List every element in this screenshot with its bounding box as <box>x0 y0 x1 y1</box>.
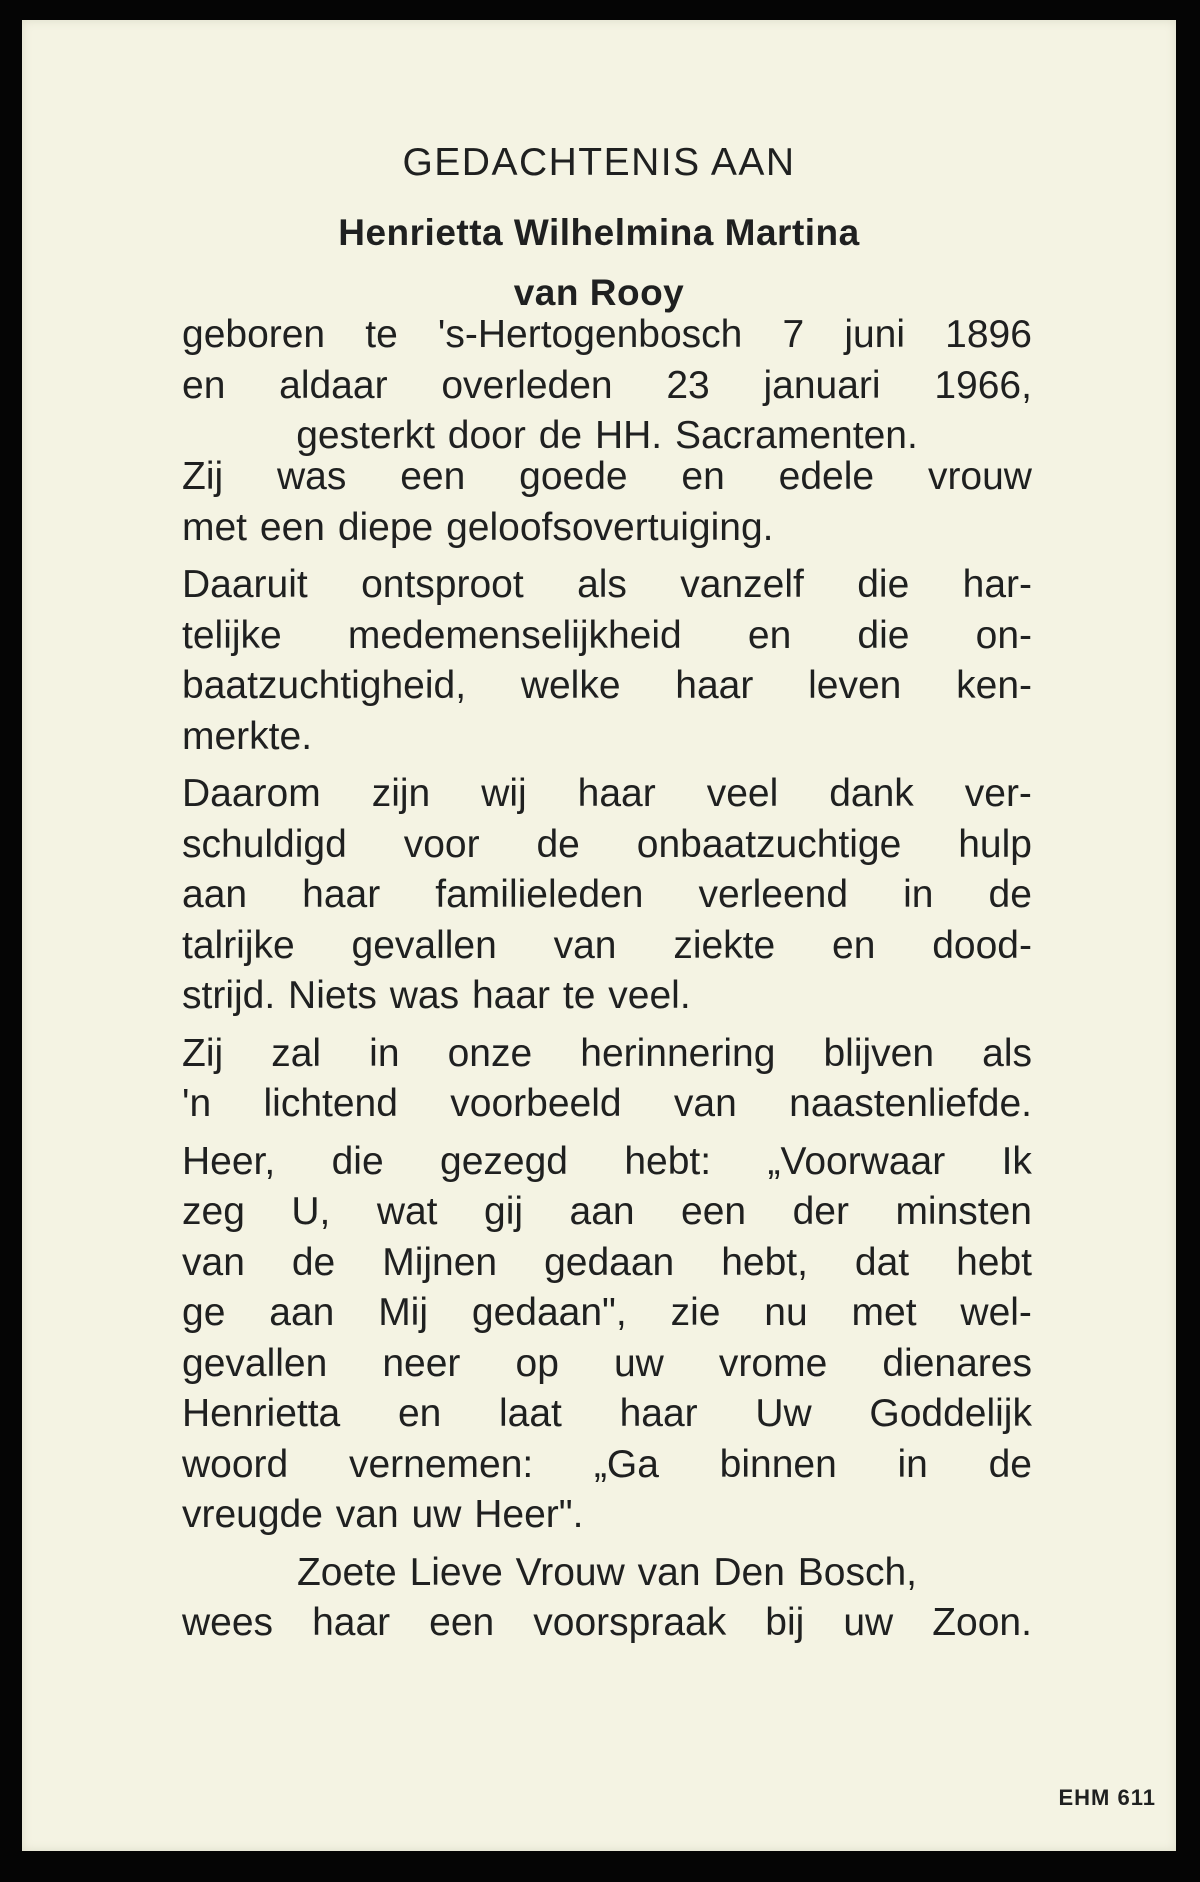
word: voorbeeld <box>450 1082 622 1125</box>
word: en <box>681 455 725 498</box>
text-line <box>182 560 1032 611</box>
text-line <box>182 1440 1032 1491</box>
word: wat <box>376 1190 438 1233</box>
word: met <box>851 1291 917 1334</box>
word: wij <box>481 772 527 815</box>
word: minsten <box>895 1190 1032 1233</box>
word: Ik <box>1001 1139 1032 1183</box>
word: in <box>903 873 934 916</box>
deceased-name-line2: van Rooy <box>513 272 685 313</box>
text-line <box>182 820 1032 871</box>
word: een <box>681 1190 747 1233</box>
word: geboren <box>182 313 326 356</box>
word: uw <box>843 1601 894 1644</box>
word: Den <box>713 1550 785 1594</box>
text-line <box>182 1339 1032 1390</box>
text-line <box>182 1598 1032 1649</box>
word: HH. <box>594 414 663 457</box>
word: haar <box>312 1601 391 1644</box>
word: Zij <box>182 1031 224 1075</box>
word: U, <box>291 1190 331 1233</box>
word: vernemen: <box>348 1442 534 1486</box>
word: nu <box>764 1291 808 1334</box>
word: wel- <box>960 1291 1032 1334</box>
word: en <box>182 363 226 407</box>
text-line <box>182 1548 1032 1599</box>
word: van <box>335 1493 399 1536</box>
word: Heer, <box>182 1139 276 1183</box>
paragraph-2 <box>182 560 1032 762</box>
word: gedaan", <box>471 1291 627 1334</box>
word: medemenselijkheid <box>347 613 682 657</box>
word: die <box>331 1139 384 1183</box>
text-line <box>182 611 1032 662</box>
word: juni <box>844 313 906 356</box>
word: en <box>747 613 792 657</box>
word: onze <box>447 1031 533 1075</box>
word: gij <box>484 1190 524 1233</box>
word: strijd. <box>182 974 276 1017</box>
word: van <box>182 1240 245 1284</box>
word: en <box>832 923 876 967</box>
word: veel <box>706 772 779 815</box>
word: vreugde <box>182 1493 323 1536</box>
text-line <box>182 921 1032 972</box>
word: was <box>389 974 460 1017</box>
word: zeg <box>182 1190 245 1233</box>
word: uw <box>613 1341 664 1385</box>
word: gesterkt <box>296 414 435 457</box>
word: Vrouw <box>515 1550 625 1594</box>
word: on- <box>975 613 1032 657</box>
word: en <box>397 1392 442 1435</box>
word: diepe <box>337 505 434 549</box>
text-line <box>182 712 1032 763</box>
word: laat <box>499 1392 562 1435</box>
word: „Voorwaar <box>767 1139 946 1183</box>
word: 's-Hertogenbosch <box>437 313 743 356</box>
paragraph-3 <box>182 769 1032 1022</box>
word: neer <box>382 1341 461 1385</box>
word: baatzuchtigheid, <box>182 664 467 707</box>
word: zijn <box>371 772 431 815</box>
word: als <box>982 1031 1032 1075</box>
word: bij <box>765 1601 805 1644</box>
word: Zoete <box>296 1550 397 1594</box>
text-line <box>182 1238 1032 1289</box>
word: verleend <box>698 873 849 916</box>
word: van <box>553 923 617 967</box>
word: dank <box>829 772 914 815</box>
word: welke <box>520 664 621 707</box>
word: overleden <box>441 363 613 407</box>
word: van <box>673 1082 737 1125</box>
word: gevallen <box>182 1341 328 1385</box>
word: Zoon. <box>932 1601 1032 1644</box>
word: merkte. <box>182 714 313 758</box>
deceased-name-line1: Henrietta Wilhelmina Martina <box>338 212 860 253</box>
word: als <box>577 563 627 606</box>
word: Zij <box>182 455 224 498</box>
word: ziekte <box>673 923 776 967</box>
word: op <box>515 1341 559 1385</box>
text-line <box>182 1389 1032 1440</box>
word: 7 <box>782 313 805 356</box>
word: binnen <box>719 1442 837 1486</box>
text-line <box>182 452 1032 503</box>
word: voor <box>403 822 480 866</box>
word: dienares <box>882 1341 1032 1385</box>
word: ontsproot <box>361 563 524 606</box>
word: de <box>988 873 1032 916</box>
word: Goddelijk <box>869 1392 1032 1435</box>
word: Mij <box>378 1291 429 1334</box>
word: aldaar <box>279 363 388 407</box>
word: vrome <box>718 1341 828 1385</box>
word: edele <box>778 455 875 498</box>
word: lichtend <box>263 1082 398 1125</box>
word: 'n <box>182 1082 212 1125</box>
word: haar <box>675 664 754 707</box>
word: leven <box>808 664 902 707</box>
word: 23 <box>666 363 710 407</box>
text-line <box>182 870 1032 921</box>
word: de <box>291 1240 336 1284</box>
text-line <box>182 1029 1032 1080</box>
word: Daaruit <box>182 563 308 606</box>
word: die <box>857 563 910 606</box>
word: zie <box>670 1291 721 1334</box>
word: woord <box>182 1442 289 1486</box>
word: januari <box>763 363 881 407</box>
paragraph-1 <box>182 452 1032 553</box>
word: hulp <box>958 822 1032 866</box>
word: naastenliefde. <box>789 1082 1032 1125</box>
word: vrouw <box>927 455 1032 498</box>
word: Henrietta <box>182 1392 341 1435</box>
word: een <box>400 455 466 498</box>
word: van <box>637 1550 701 1594</box>
word: der <box>792 1190 849 1233</box>
word: haar <box>471 974 551 1017</box>
text-line <box>182 1137 1032 1188</box>
word: Mijnen <box>382 1240 498 1284</box>
word: ken- <box>956 664 1032 707</box>
word: aan <box>569 1190 635 1233</box>
word: was <box>277 455 347 498</box>
word: talrijke <box>182 923 295 967</box>
death-line <box>182 361 1032 412</box>
word: hebt, <box>721 1240 808 1284</box>
word: hebt: <box>624 1139 712 1183</box>
word: familieleden <box>435 873 644 916</box>
word: een <box>259 505 325 549</box>
word: dood- <box>932 923 1032 967</box>
word: wees <box>182 1601 274 1644</box>
word: haar <box>577 772 656 815</box>
word: har- <box>962 563 1032 606</box>
word: uw <box>411 1493 462 1536</box>
word: Lieve <box>409 1550 503 1594</box>
birth-death-block <box>182 310 1032 462</box>
word: schuldigd <box>182 822 347 866</box>
text-line <box>182 971 1032 1022</box>
word: in <box>369 1031 400 1075</box>
word: aan <box>269 1291 335 1334</box>
word: gedaan <box>544 1240 675 1284</box>
word: veel. <box>608 974 691 1017</box>
word: te <box>562 974 596 1017</box>
word: dat <box>854 1240 910 1284</box>
word: vanzelf <box>680 563 804 606</box>
word: met <box>182 505 248 549</box>
word: telijke <box>182 613 282 657</box>
text-body <box>182 452 1032 1656</box>
word: zal <box>271 1031 322 1075</box>
word: 1966, <box>934 363 1032 407</box>
birth-line <box>182 310 1032 361</box>
word: ge <box>182 1291 226 1334</box>
paragraph-4 <box>182 1029 1032 1130</box>
word: door <box>447 414 526 457</box>
word: hebt <box>956 1240 1032 1284</box>
text-line <box>182 1187 1032 1238</box>
word: blijven <box>823 1031 935 1075</box>
word: een <box>429 1601 495 1644</box>
word: Bosch, <box>797 1550 918 1594</box>
word: goede <box>519 455 628 498</box>
word: Sacramenten. <box>674 414 918 457</box>
memorial-card <box>22 20 1176 1851</box>
word: Niets <box>288 974 377 1017</box>
word: gevallen <box>351 923 497 967</box>
word: geloofsovertuiging. <box>446 505 774 549</box>
word: de <box>538 414 583 457</box>
word: onbaatzuchtige <box>636 822 902 866</box>
word: herinnering <box>580 1031 776 1075</box>
word: 1896 <box>945 313 1032 356</box>
word: die <box>857 613 910 657</box>
word: Uw <box>755 1392 812 1435</box>
word: haar <box>302 873 381 916</box>
text-line <box>182 661 1032 712</box>
printer-code: EHM 611 <box>1058 1785 1156 1810</box>
text-line <box>182 503 1032 554</box>
word: „Ga <box>593 1442 659 1486</box>
word: haar <box>619 1392 698 1435</box>
text-line <box>182 769 1032 820</box>
text-line <box>182 1079 1032 1130</box>
paragraph-5 <box>182 1137 1032 1541</box>
word: te <box>365 313 398 356</box>
word: aan <box>182 873 248 916</box>
word: de <box>988 1442 1032 1486</box>
word: de <box>536 822 580 866</box>
word: Daarom <box>182 772 321 815</box>
prayer <box>182 1548 1032 1649</box>
card-heading: GEDACHTENIS AAN <box>402 141 796 184</box>
word: gezegd <box>440 1139 568 1183</box>
text-line <box>182 1490 1032 1541</box>
word: in <box>897 1442 928 1486</box>
word: voorspraak <box>533 1601 727 1644</box>
word: Heer". <box>474 1493 584 1536</box>
text-line <box>182 1288 1032 1339</box>
word: ver- <box>964 772 1032 815</box>
